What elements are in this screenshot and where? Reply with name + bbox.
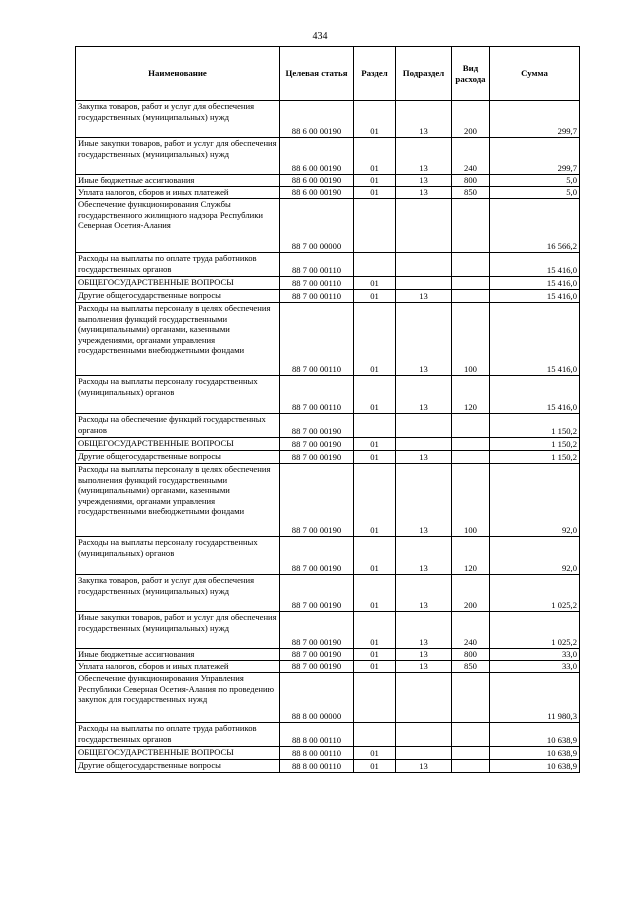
row-subsection-cell: 13 bbox=[396, 464, 452, 537]
row-section-cell: 01 bbox=[354, 451, 396, 464]
row-sum-cell: 92,0 bbox=[490, 537, 580, 575]
row-subsection-cell bbox=[396, 723, 452, 747]
header-section: Раздел bbox=[354, 47, 396, 101]
row-target-cell: 88 6 00 00190 bbox=[280, 101, 354, 138]
table-row bbox=[76, 199, 580, 253]
header-expense-type: Вид расхода bbox=[452, 47, 490, 101]
row-subsection-cell bbox=[396, 199, 452, 253]
row-sum-cell: 1 150,2 bbox=[490, 438, 580, 451]
row-section-cell: 01 bbox=[354, 175, 396, 187]
row-section-cell: 01 bbox=[354, 760, 396, 773]
row-subsection-cell: 13 bbox=[396, 661, 452, 673]
row-section-cell bbox=[354, 673, 396, 723]
row-target-cell: 88 7 00 00190 bbox=[280, 464, 354, 537]
row-name-cell: Расходы на выплаты персоналу государственных (муниципальных) органов bbox=[76, 537, 280, 575]
row-sum-cell: 11 980,3 bbox=[490, 673, 580, 723]
row-target-cell: 88 7 00 00190 bbox=[280, 575, 354, 612]
row-name-cell: Другие общегосударственные вопросы bbox=[76, 451, 280, 464]
row-target-cell: 88 7 00 00110 bbox=[280, 303, 354, 376]
row-name-cell: Другие общегосударственные вопросы bbox=[76, 760, 280, 773]
row-section-cell: 01 bbox=[354, 138, 396, 175]
row-subsection-cell bbox=[396, 747, 452, 760]
row-expense-type-cell: 100 bbox=[452, 464, 490, 537]
row-name-cell: Расходы на выплаты персоналу в целях обеспечения выполнения функций государственными (муниципальными) органами, казенными учреждениями, органами управления государственными внебюджетными фондами bbox=[76, 303, 280, 376]
row-sum-cell: 299,7 bbox=[490, 138, 580, 175]
row-target-cell: 88 7 00 00110 bbox=[280, 253, 354, 277]
row-name-cell: Уплата налогов, сборов и иных платежей bbox=[76, 187, 280, 199]
row-section-cell: 01 bbox=[354, 376, 396, 414]
row-name-cell: Иные бюджетные ассигнования bbox=[76, 649, 280, 661]
row-expense-type-cell bbox=[452, 438, 490, 451]
row-sum-cell: 33,0 bbox=[490, 661, 580, 673]
table-row bbox=[76, 673, 580, 723]
row-target-cell: 88 7 00 00190 bbox=[280, 414, 354, 438]
table-row bbox=[76, 175, 580, 187]
row-name-cell: Закупка товаров, работ и услуг для обеспечения государственных (муниципальных) нужд bbox=[76, 101, 280, 138]
row-name-cell: ОБЩЕГОСУДАРСТВЕННЫЕ ВОПРОСЫ bbox=[76, 277, 280, 290]
row-sum-cell: 5,0 bbox=[490, 175, 580, 187]
table-row bbox=[76, 101, 580, 138]
row-section-cell bbox=[354, 253, 396, 277]
row-sum-cell: 10 638,9 bbox=[490, 760, 580, 773]
row-subsection-cell bbox=[396, 438, 452, 451]
row-target-cell: 88 7 00 00190 bbox=[280, 612, 354, 649]
row-expense-type-cell: 200 bbox=[452, 101, 490, 138]
row-expense-type-cell bbox=[452, 290, 490, 303]
row-expense-type-cell: 120 bbox=[452, 537, 490, 575]
row-expense-type-cell: 850 bbox=[452, 661, 490, 673]
row-name-cell: Расходы на выплаты персоналу государственных (муниципальных) органов bbox=[76, 376, 280, 414]
table-row bbox=[76, 253, 580, 277]
row-subsection-cell: 13 bbox=[396, 303, 452, 376]
row-section-cell: 01 bbox=[354, 277, 396, 290]
row-target-cell: 88 7 00 00190 bbox=[280, 537, 354, 575]
row-target-cell: 88 6 00 00190 bbox=[280, 175, 354, 187]
row-expense-type-cell bbox=[452, 199, 490, 253]
row-name-cell: Обеспечение функционирования Службы государственного жилищного надзора Республики Северная Осетия-Алания bbox=[76, 199, 280, 253]
row-target-cell: 88 8 00 00110 bbox=[280, 747, 354, 760]
row-target-cell: 88 7 00 00110 bbox=[280, 290, 354, 303]
row-subsection-cell: 13 bbox=[396, 575, 452, 612]
row-sum-cell: 1 150,2 bbox=[490, 451, 580, 464]
row-section-cell: 01 bbox=[354, 101, 396, 138]
row-sum-cell: 1 025,2 bbox=[490, 575, 580, 612]
row-target-cell: 88 7 00 00000 bbox=[280, 199, 354, 253]
row-sum-cell: 15 416,0 bbox=[490, 303, 580, 376]
row-subsection-cell bbox=[396, 253, 452, 277]
row-target-cell: 88 7 00 00190 bbox=[280, 661, 354, 673]
row-expense-type-cell bbox=[452, 253, 490, 277]
table-row bbox=[76, 277, 580, 290]
row-expense-type-cell: 850 bbox=[452, 187, 490, 199]
row-section-cell: 01 bbox=[354, 612, 396, 649]
row-expense-type-cell: 200 bbox=[452, 575, 490, 612]
row-name-cell: Расходы на выплаты персоналу в целях обеспечения выполнения функций государственными (муниципальными) органами, казенными учреждениями, органами управления государственными внебюджетными фондами bbox=[76, 464, 280, 537]
table-row bbox=[76, 438, 580, 451]
row-subsection-cell: 13 bbox=[396, 175, 452, 187]
row-section-cell: 01 bbox=[354, 575, 396, 612]
row-target-cell: 88 8 00 00000 bbox=[280, 673, 354, 723]
row-section-cell: 01 bbox=[354, 187, 396, 199]
row-name-cell: Расходы на выплаты по оплате труда работников государственных органов bbox=[76, 723, 280, 747]
row-name-cell: Расходы на выплаты по оплате труда работников государственных органов bbox=[76, 253, 280, 277]
table-row bbox=[76, 138, 580, 175]
row-section-cell: 01 bbox=[354, 747, 396, 760]
row-expense-type-cell: 800 bbox=[452, 175, 490, 187]
row-section-cell bbox=[354, 723, 396, 747]
row-subsection-cell: 13 bbox=[396, 101, 452, 138]
table-row bbox=[76, 376, 580, 414]
table-row bbox=[76, 290, 580, 303]
table-row bbox=[76, 451, 580, 464]
row-name-cell: Закупка товаров, работ и услуг для обеспечения государственных (муниципальных) нужд bbox=[76, 575, 280, 612]
table-row bbox=[76, 303, 580, 376]
row-expense-type-cell bbox=[452, 747, 490, 760]
table-row bbox=[76, 537, 580, 575]
row-sum-cell: 15 416,0 bbox=[490, 290, 580, 303]
row-target-cell: 88 7 00 00190 bbox=[280, 649, 354, 661]
row-sum-cell: 10 638,9 bbox=[490, 747, 580, 760]
row-expense-type-cell: 120 bbox=[452, 376, 490, 414]
row-sum-cell: 1 150,2 bbox=[490, 414, 580, 438]
row-subsection-cell: 13 bbox=[396, 649, 452, 661]
table-row bbox=[76, 575, 580, 612]
budget-table bbox=[75, 46, 580, 773]
row-section-cell: 01 bbox=[354, 303, 396, 376]
row-subsection-cell bbox=[396, 673, 452, 723]
row-subsection-cell: 13 bbox=[396, 451, 452, 464]
row-section-cell: 01 bbox=[354, 649, 396, 661]
row-sum-cell: 15 416,0 bbox=[490, 253, 580, 277]
row-name-cell: Иные бюджетные ассигнования bbox=[76, 175, 280, 187]
row-name-cell: Иные закупки товаров, работ и услуг для обеспечения государственных (муниципальных) нужд bbox=[76, 612, 280, 649]
row-expense-type-cell bbox=[452, 723, 490, 747]
table-row bbox=[76, 612, 580, 649]
row-section-cell: 01 bbox=[354, 290, 396, 303]
row-sum-cell: 1 025,2 bbox=[490, 612, 580, 649]
header-sum: Сумма bbox=[490, 47, 580, 101]
table-row bbox=[76, 187, 580, 199]
row-expense-type-cell bbox=[452, 760, 490, 773]
table-row bbox=[76, 414, 580, 438]
page-number: 434 bbox=[312, 31, 328, 42]
row-section-cell bbox=[354, 199, 396, 253]
row-expense-type-cell: 240 bbox=[452, 138, 490, 175]
row-subsection-cell bbox=[396, 277, 452, 290]
row-section-cell: 01 bbox=[354, 537, 396, 575]
table-row bbox=[76, 661, 580, 673]
row-expense-type-cell bbox=[452, 673, 490, 723]
row-name-cell: Уплата налогов, сборов и иных платежей bbox=[76, 661, 280, 673]
row-sum-cell: 92,0 bbox=[490, 464, 580, 537]
row-subsection-cell: 13 bbox=[396, 537, 452, 575]
row-name-cell: Иные закупки товаров, работ и услуг для обеспечения государственных (муниципальных) нужд bbox=[76, 138, 280, 175]
row-target-cell: 88 8 00 00110 bbox=[280, 723, 354, 747]
header-name: Наименование bbox=[76, 47, 280, 101]
table-row bbox=[76, 464, 580, 537]
table-row bbox=[76, 760, 580, 773]
row-sum-cell: 33,0 bbox=[490, 649, 580, 661]
row-target-cell: 88 7 00 00110 bbox=[280, 277, 354, 290]
table-row bbox=[76, 723, 580, 747]
row-expense-type-cell bbox=[452, 451, 490, 464]
row-subsection-cell: 13 bbox=[396, 290, 452, 303]
row-target-cell: 88 6 00 00190 bbox=[280, 138, 354, 175]
row-expense-type-cell bbox=[452, 414, 490, 438]
row-subsection-cell: 13 bbox=[396, 138, 452, 175]
row-sum-cell: 15 416,0 bbox=[490, 376, 580, 414]
row-subsection-cell: 13 bbox=[396, 187, 452, 199]
table-header-row bbox=[76, 47, 580, 101]
row-target-cell: 88 7 00 00110 bbox=[280, 376, 354, 414]
table-row bbox=[76, 747, 580, 760]
row-target-cell: 88 7 00 00190 bbox=[280, 451, 354, 464]
table-body bbox=[76, 101, 580, 773]
row-section-cell: 01 bbox=[354, 438, 396, 451]
row-sum-cell: 15 416,0 bbox=[490, 277, 580, 290]
row-name-cell: ОБЩЕГОСУДАРСТВЕННЫЕ ВОПРОСЫ bbox=[76, 747, 280, 760]
row-subsection-cell: 13 bbox=[396, 612, 452, 649]
row-name-cell: Обеспечение функционирования Управления Республики Северная Осетия-Алания по проведению закупок для государственных нужд bbox=[76, 673, 280, 723]
row-expense-type-cell: 100 bbox=[452, 303, 490, 376]
row-section-cell: 01 bbox=[354, 661, 396, 673]
row-sum-cell: 10 638,9 bbox=[490, 723, 580, 747]
row-expense-type-cell bbox=[452, 277, 490, 290]
row-name-cell: Расходы на обеспечение функций государственных органов bbox=[76, 414, 280, 438]
row-sum-cell: 5,0 bbox=[490, 187, 580, 199]
row-target-cell: 88 7 00 00190 bbox=[280, 438, 354, 451]
row-expense-type-cell: 800 bbox=[452, 649, 490, 661]
row-name-cell: Другие общегосударственные вопросы bbox=[76, 290, 280, 303]
row-subsection-cell: 13 bbox=[396, 760, 452, 773]
row-target-cell: 88 6 00 00190 bbox=[280, 187, 354, 199]
row-section-cell: 01 bbox=[354, 464, 396, 537]
header-target: Целевая статья bbox=[280, 47, 354, 101]
header-subsection: Подраздел bbox=[396, 47, 452, 101]
row-expense-type-cell: 240 bbox=[452, 612, 490, 649]
row-target-cell: 88 8 00 00110 bbox=[280, 760, 354, 773]
row-subsection-cell: 13 bbox=[396, 376, 452, 414]
row-sum-cell: 16 566,2 bbox=[490, 199, 580, 253]
table-row bbox=[76, 649, 580, 661]
row-sum-cell: 299,7 bbox=[490, 101, 580, 138]
row-subsection-cell bbox=[396, 414, 452, 438]
row-section-cell bbox=[354, 414, 396, 438]
row-name-cell: ОБЩЕГОСУДАРСТВЕННЫЕ ВОПРОСЫ bbox=[76, 438, 280, 451]
